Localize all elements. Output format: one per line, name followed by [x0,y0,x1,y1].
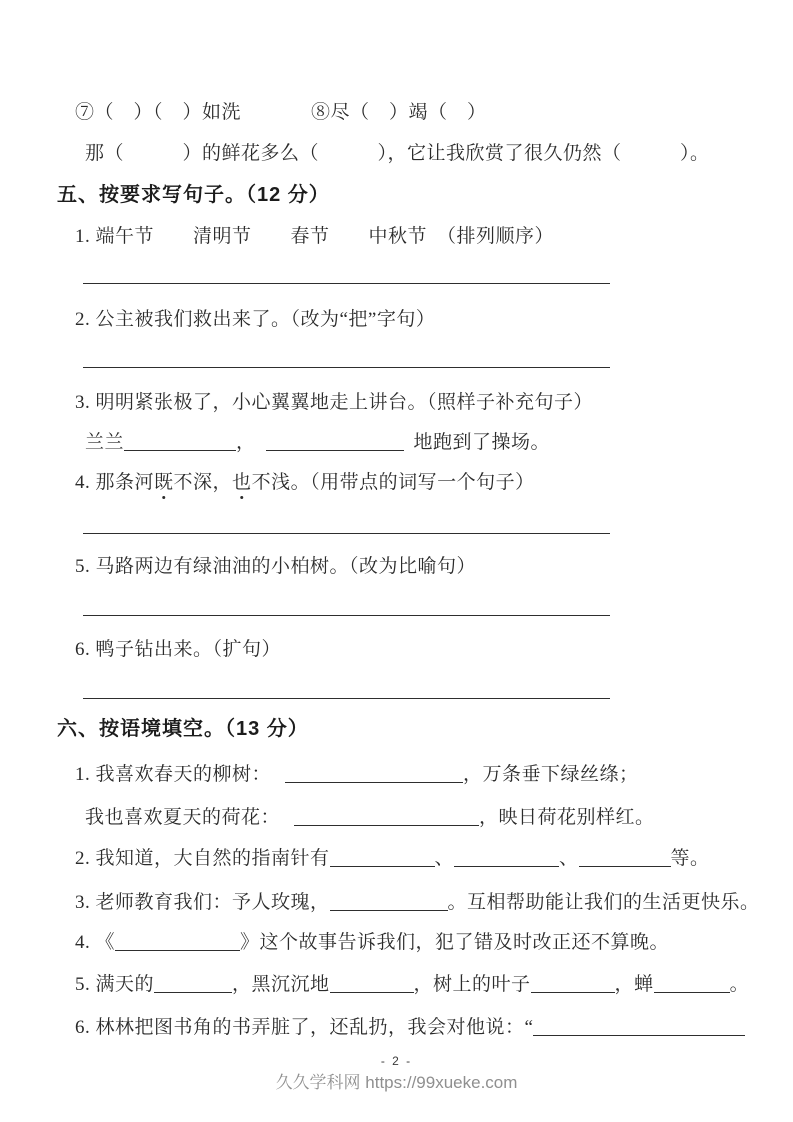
section6-title [57,715,309,743]
text-run: 等。 [670,848,710,869]
text-run: 兰兰 [85,432,125,453]
text-run: 4. 《 [75,932,116,953]
text-run: 六、按语境填空。（13 分） [57,718,309,740]
text-run: 、 [559,848,579,869]
text-run: 、 [434,848,455,869]
text-run: 》这个故事告诉我们，犯了错及时改正还不算晚。 [240,932,670,953]
fill-in-blank [115,946,240,951]
text-run: 5. 马路两边有绿油油的小柏树。（改为比喻句） [75,556,477,577]
answer-rule-1 [83,283,610,284]
text-run: 6. 林林把图书角的书弄脏了，还乱扔，我会对他说：“ [75,1017,534,1038]
answer-rule-2 [83,367,610,368]
text-run: ⑦（ ）（ ）如洗 [75,102,242,123]
answer-rule-3 [83,533,610,534]
text-run: ， [236,432,256,453]
s6-item-1-line-2 [85,805,655,831]
text-run: 3. 明明紧张极了，小心翼翼地走上讲台。（照样子补充句子） [75,392,594,413]
fill-in-blank [285,778,463,783]
text-run: 1. 端午节 清明节 春节 中秋节 （排列顺序） [75,226,555,247]
text-run: 2. 我知道，大自然的指南针有 [75,848,330,869]
s6-item-1-line-1 [75,762,639,788]
emphasis-dot-char: 也 [232,470,252,496]
fill-in-blank [533,1031,745,1036]
text-run: ，映日荷花别样红。 [479,807,655,828]
text-run: 3. 老师教育我们：予人玫瑰， [75,892,330,913]
text-run: 6. 鸭子钻出来。（扩句） [75,639,282,660]
page-number: - 2 - [380,1054,413,1068]
fill-in-blank [654,988,730,993]
text-run: 我也喜欢夏天的荷花： [85,807,281,828]
s6-item-5 [75,972,749,998]
text-run: 不深， [173,472,233,493]
text-run: ，黑沉沉地 [232,974,330,995]
s5-item-4 [75,470,535,496]
text-run: ，万条垂下绿丝绦； [463,764,639,785]
fill-in-blank [154,988,232,993]
s5-item-2 [75,307,435,333]
s6-item-3 [75,890,760,916]
text-run: 2. 公主被我们救出来了。（改为“把”字句） [75,309,436,330]
idiom-sentence-fill-line [85,141,710,167]
site-footer-text: 久久学科网 https://99xueke.com [275,1073,518,1092]
s5-item-5 [75,554,476,580]
s6-item-4 [75,930,669,956]
text-run: 不浅。（用带点的词写一个句子） [251,472,535,493]
text-run: 5. 满天的 [75,974,155,995]
fill-in-blank [330,862,435,867]
s6-item-6 [75,1015,745,1041]
s5-item-3-fill [85,430,550,456]
emphasis-dot-char: 既 [154,470,174,496]
text-run: 。互相帮助能让我们的生活更快乐。 [447,892,760,913]
text-run: 。 [729,974,750,995]
text-run: ⑧尽（ ）竭（ ） [311,102,487,123]
fill-in-blank [579,862,671,867]
section5-title [57,181,330,209]
s5-item-1 [75,224,554,250]
s5-item-6 [75,637,281,663]
fill-in-blank [266,446,404,451]
fill-in-blank [330,988,414,993]
text-run: 五、按要求写句子。（12 分） [57,184,330,206]
idiom-blanks-line [75,100,487,126]
fill-in-blank [330,906,448,911]
text-run: 那（ ）的鲜花多么（ ），它让我欣赏了很久仍然（ ）。 [85,143,710,164]
text-run: 4. 那条河 [75,472,155,493]
s5-item-3 [75,390,593,416]
fill-in-blank [531,988,615,993]
fill-in-blank [294,821,479,826]
text-run: 1. 我喜欢春天的柳树： [75,764,272,785]
answer-rule-5 [83,698,610,699]
fill-in-blank [124,446,236,451]
fill-in-blank [454,862,559,867]
text-run: ，蝉 [614,974,654,995]
s6-item-2 [75,846,710,872]
answer-rule-4 [83,615,610,616]
text-run: ，树上的叶子 [413,974,531,995]
text-run: 地跑到了操场。 [413,432,551,453]
